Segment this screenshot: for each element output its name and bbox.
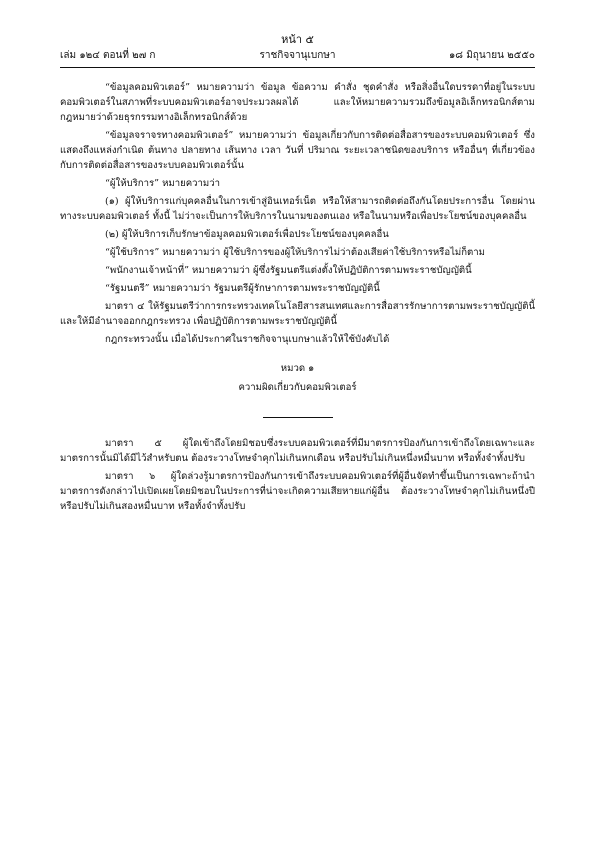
chapter-heading [60, 361, 535, 418]
chapter-title: ความผิดเกี่ยวกับคอมพิวเตอร์ [238, 382, 357, 393]
document-body [60, 80, 535, 517]
page-number: หน้า ๕ [281, 33, 314, 46]
header-date: ๑๘ มิถุนายน ๒๕๕๐ [448, 50, 535, 61]
definition-traffic-data: “ข้อมูลจราจรทางคอมพิวเตอร์” หมายความว่า ข้อมูลเกี่ยวกับการติดต่อสื่อสารของระบบคอมพิวเตอร์ ซึ่งแสดงถึงแหล่งกำเนิด ต้นทาง ปลายทาง เส้นทาง เวลา วันที่ ปริมาณ ระยะเวลาชนิดของบริการ หรืออื่นๆ ที่เกี่ยวข้องกับการติดต่อสื่อสารของระบบคอมพิวเตอร์นั้น [60, 130, 535, 171]
chapter-number: หมวด ๑ [280, 363, 315, 374]
header-gazette-name: ราชกิจจานุเบกษา [259, 50, 336, 61]
header-volume: เล่ม ๑๒๔ ตอนที่ ๒๗ ก [60, 50, 156, 61]
section-5: มาตรา ๕ ผู้ใดเข้าถึงโดยมิชอบซึ่งระบบคอมพิวเตอร์ที่มีมาตรการป้องกันการเข้าถึงโดยเฉพาะและมาตรการนั้นมิได้มีไว้สำหรับตน ต้องระวางโทษจำคุกไม่เกินหกเดือน หรือปรับไม่เกินหนึ่งหมื่นบาท หรือทั้งจำทั้งปรับ [60, 438, 535, 464]
section-4-regulation: กฎกระทรวงนั้น เมื่อได้ประกาศในราชกิจจานุเบกษาแล้วให้ใช้บังคับได้ [105, 334, 390, 345]
definition-service-user: “ผู้ใช้บริการ” หมายความว่า ผู้ใช้บริการของผู้ให้บริการไม่ว่าต้องเสียค่าใช้บริการหรือไม่ก็ตาม [105, 247, 485, 258]
definition-service-provider: “ผู้ให้บริการ” หมายความว่า [105, 178, 221, 189]
section-6: มาตรา ๖ ผู้ใดล่วงรู้มาตรการป้องกันการเข้าถึงระบบคอมพิวเตอร์ที่ผู้อื่นจัดทำขึ้นเป็นการเฉพาะถ้านำมาตรการดังกล่าวไปเปิดเผยโดยมิชอบในประการที่น่าจะเกิดความเสียหายแก่ผู้อื่น ต้องระวางโทษจำคุกไม่เกินหนึ่งปี หรือปรับไม่เกินสองหมื่นบาท หรือทั้งจำทั้งปรับ [60, 471, 535, 512]
header-divider [60, 67, 535, 68]
definition-official: “พนักงานเจ้าหน้าที่” หมายความว่า ผู้ซึ่งรัฐมนตรีแต่งตั้งให้ปฏิบัติการตามพระราชบัญญัตินี้ [105, 265, 472, 276]
service-provider-item-1: (๑) ผู้ให้บริการแก่บุคคลอื่นในการเข้าสู่อินเทอร์เน็ต หรือให้สามารถติดต่อถึงกันโดยประการอื่น โดยผ่านทางระบบคอมพิวเตอร์ ทั้งนี้ ไม่ว่าจะเป็นการให้บริการในนามของตนเอง หรือในนามหรือเพื่อประโยชน์ของบุคคลอื่น [60, 196, 535, 222]
definition-minister: “รัฐมนตรี” หมายความว่า รัฐมนตรีผู้รักษาการตามพระราชบัญญัตินี้ [105, 283, 380, 294]
running-header [60, 48, 535, 64]
service-provider-item-2: (๒) ผู้ให้บริการเก็บรักษาข้อมูลคอมพิวเตอร์เพื่อประโยชน์ของบุคคลอื่น [105, 229, 389, 240]
section-4: มาตรา ๔ ให้รัฐมนตรีว่าการกระทรวงเทคโนโลยีสารสนเทศและการสื่อสารรักษาการตามพระราชบัญญัตินี้ และให้มีอำนาจออกกฎกระทรวง เพื่อปฏิบัติการตามพระราชบัญญัตินี้ [60, 301, 535, 327]
chapter-divider [263, 417, 333, 418]
definition-computer-data: “ข้อมูลคอมพิวเตอร์” หมายความว่า ข้อมูล ข้อความ คำสั่ง ชุดคำสั่ง หรือสิ่งอื่นใดบรรดาที่อยู่ในระบบคอมพิวเตอร์ในสภาพที่ระบบคอมพิวเตอร์อาจประมวลผลได้ และให้หมายความรวมถึงข้อมูลอิเล็กทรอนิกส์ตามกฎหมายว่าด้วยธุรกรรมทางอิเล็กทรอนิกส์ด้วย [60, 82, 535, 123]
